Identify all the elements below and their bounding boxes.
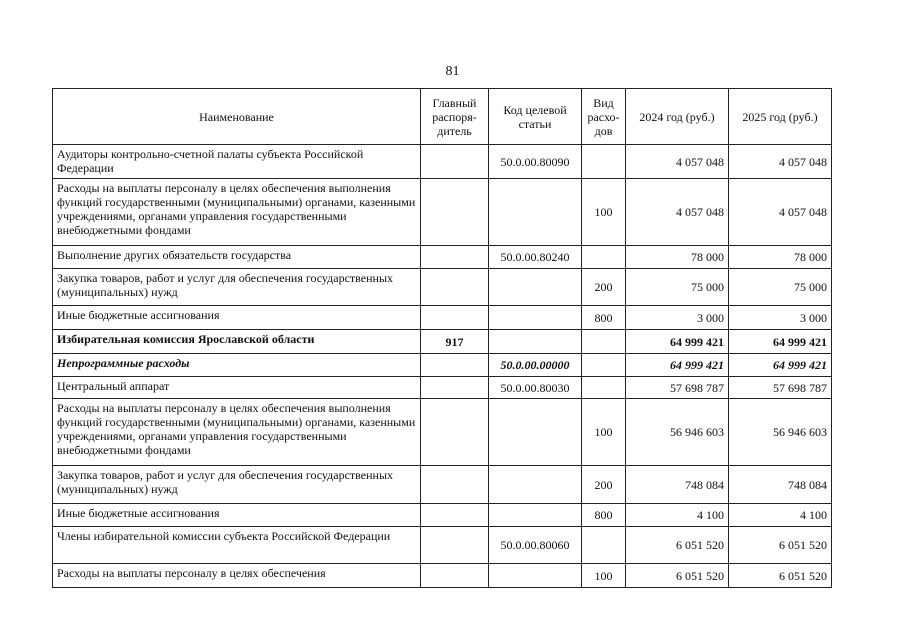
table-row	[53, 466, 832, 504]
row-code: 50.0.00.80090	[489, 145, 582, 179]
row-2025: 78 000	[729, 246, 832, 269]
row-2024: 3 000	[626, 306, 729, 330]
row-2024: 78 000	[626, 246, 729, 269]
table-row	[53, 527, 832, 564]
row-2024: 4 057 048	[626, 145, 729, 179]
table-row	[53, 330, 832, 354]
row-code	[489, 306, 582, 330]
row-type	[582, 527, 626, 564]
row-admin: 917	[421, 330, 489, 354]
row-code	[489, 330, 582, 354]
row-code: 50.0.00.00000	[489, 354, 582, 377]
row-name: Закупка товаров, работ и услуг для обеспечения государственных (муниципальных) нужд	[53, 269, 421, 306]
row-2025: 748 084	[729, 466, 832, 504]
row-2025: 6 051 520	[729, 564, 832, 588]
row-name: Члены избирательной комиссии субъекта Российской Федерации	[53, 527, 421, 564]
row-2025: 64 999 421	[729, 330, 832, 354]
table-row	[53, 564, 832, 588]
row-2024: 4 100	[626, 504, 729, 527]
row-admin	[421, 246, 489, 269]
table-row	[53, 399, 832, 466]
header-code: Код целевой статьи	[489, 89, 582, 145]
row-2025: 56 946 603	[729, 399, 832, 466]
row-admin	[421, 145, 489, 179]
row-2024: 748 084	[626, 466, 729, 504]
row-2024: 6 051 520	[626, 527, 729, 564]
table-row	[53, 504, 832, 527]
header-name: Наименование	[53, 89, 421, 145]
row-2024: 6 051 520	[626, 564, 729, 588]
row-type: 100	[582, 564, 626, 588]
budget-table	[52, 88, 832, 588]
row-admin	[421, 504, 489, 527]
page-number: 81	[445, 64, 460, 79]
row-admin	[421, 306, 489, 330]
row-type	[582, 330, 626, 354]
header-2024: 2024 год (руб.)	[626, 89, 729, 145]
header-admin: Главный распоря-дитель	[421, 89, 489, 145]
row-type: 200	[582, 466, 626, 504]
row-code: 50.0.00.80240	[489, 246, 582, 269]
row-2025: 4 057 048	[729, 145, 832, 179]
table-row	[53, 354, 832, 377]
row-name: Аудиторы контрольно-счетной палаты субъекта Российской Федерации	[53, 145, 421, 179]
header-2025: 2025 год (руб.)	[729, 89, 832, 145]
row-type: 200	[582, 269, 626, 306]
row-type: 100	[582, 179, 626, 246]
table-row	[53, 246, 832, 269]
row-name: Расходы на выплаты персоналу в целях обеспечения выполнения функций государственными (муниципальными) органами, казенными учреждениями, органами управления государственными внебюджетными фондами	[53, 399, 421, 466]
row-type: 800	[582, 504, 626, 527]
row-2024: 4 057 048	[626, 179, 729, 246]
row-code: 50.0.00.80030	[489, 377, 582, 399]
row-code	[489, 466, 582, 504]
row-admin	[421, 377, 489, 399]
row-code	[489, 179, 582, 246]
row-type	[582, 145, 626, 179]
row-code	[489, 269, 582, 306]
row-name: Расходы на выплаты персоналу в целях обеспечения выполнения функций государственными (муниципальными) органами, казенными учреждениями, органами управления государственными внебюджетными фондами	[53, 179, 421, 246]
row-admin	[421, 269, 489, 306]
row-name: Непрограммные расходы	[53, 354, 421, 377]
table-row	[53, 269, 832, 306]
table-row	[53, 179, 832, 246]
row-admin	[421, 466, 489, 504]
row-name: Избирательная комиссия Ярославской области	[53, 330, 421, 354]
row-code	[489, 504, 582, 527]
row-name: Центральный аппарат	[53, 377, 421, 399]
row-2025: 75 000	[729, 269, 832, 306]
row-type	[582, 377, 626, 399]
row-admin	[421, 527, 489, 564]
row-name: Закупка товаров, работ и услуг для обеспечения государственных (муниципальных) нужд	[53, 466, 421, 504]
row-admin	[421, 399, 489, 466]
table-row	[53, 377, 832, 399]
row-2024: 57 698 787	[626, 377, 729, 399]
row-code: 50.0.00.80060	[489, 527, 582, 564]
row-2024: 64 999 421	[626, 330, 729, 354]
row-2024: 56 946 603	[626, 399, 729, 466]
row-2025: 4 100	[729, 504, 832, 527]
row-2025: 4 057 048	[729, 179, 832, 246]
row-name: Иные бюджетные ассигнования	[53, 306, 421, 330]
row-2025: 6 051 520	[729, 527, 832, 564]
row-admin	[421, 354, 489, 377]
row-name: Иные бюджетные ассигнования	[53, 504, 421, 527]
row-code	[489, 564, 582, 588]
row-2025: 57 698 787	[729, 377, 832, 399]
row-2024: 64 999 421	[626, 354, 729, 377]
row-name: Выполнение других обязательств государства	[53, 246, 421, 269]
row-2025: 64 999 421	[729, 354, 832, 377]
table-row	[53, 145, 832, 179]
row-admin	[421, 564, 489, 588]
row-name: Расходы на выплаты персоналу в целях обеспечения	[53, 564, 421, 588]
row-type: 100	[582, 399, 626, 466]
row-type: 800	[582, 306, 626, 330]
row-2024: 75 000	[626, 269, 729, 306]
table-row	[53, 306, 832, 330]
header-type: Вид расхо-дов	[582, 89, 626, 145]
row-type	[582, 354, 626, 377]
row-code	[489, 399, 582, 466]
row-type	[582, 246, 626, 269]
row-admin	[421, 179, 489, 246]
row-2025: 3 000	[729, 306, 832, 330]
table-header-row	[53, 89, 832, 145]
